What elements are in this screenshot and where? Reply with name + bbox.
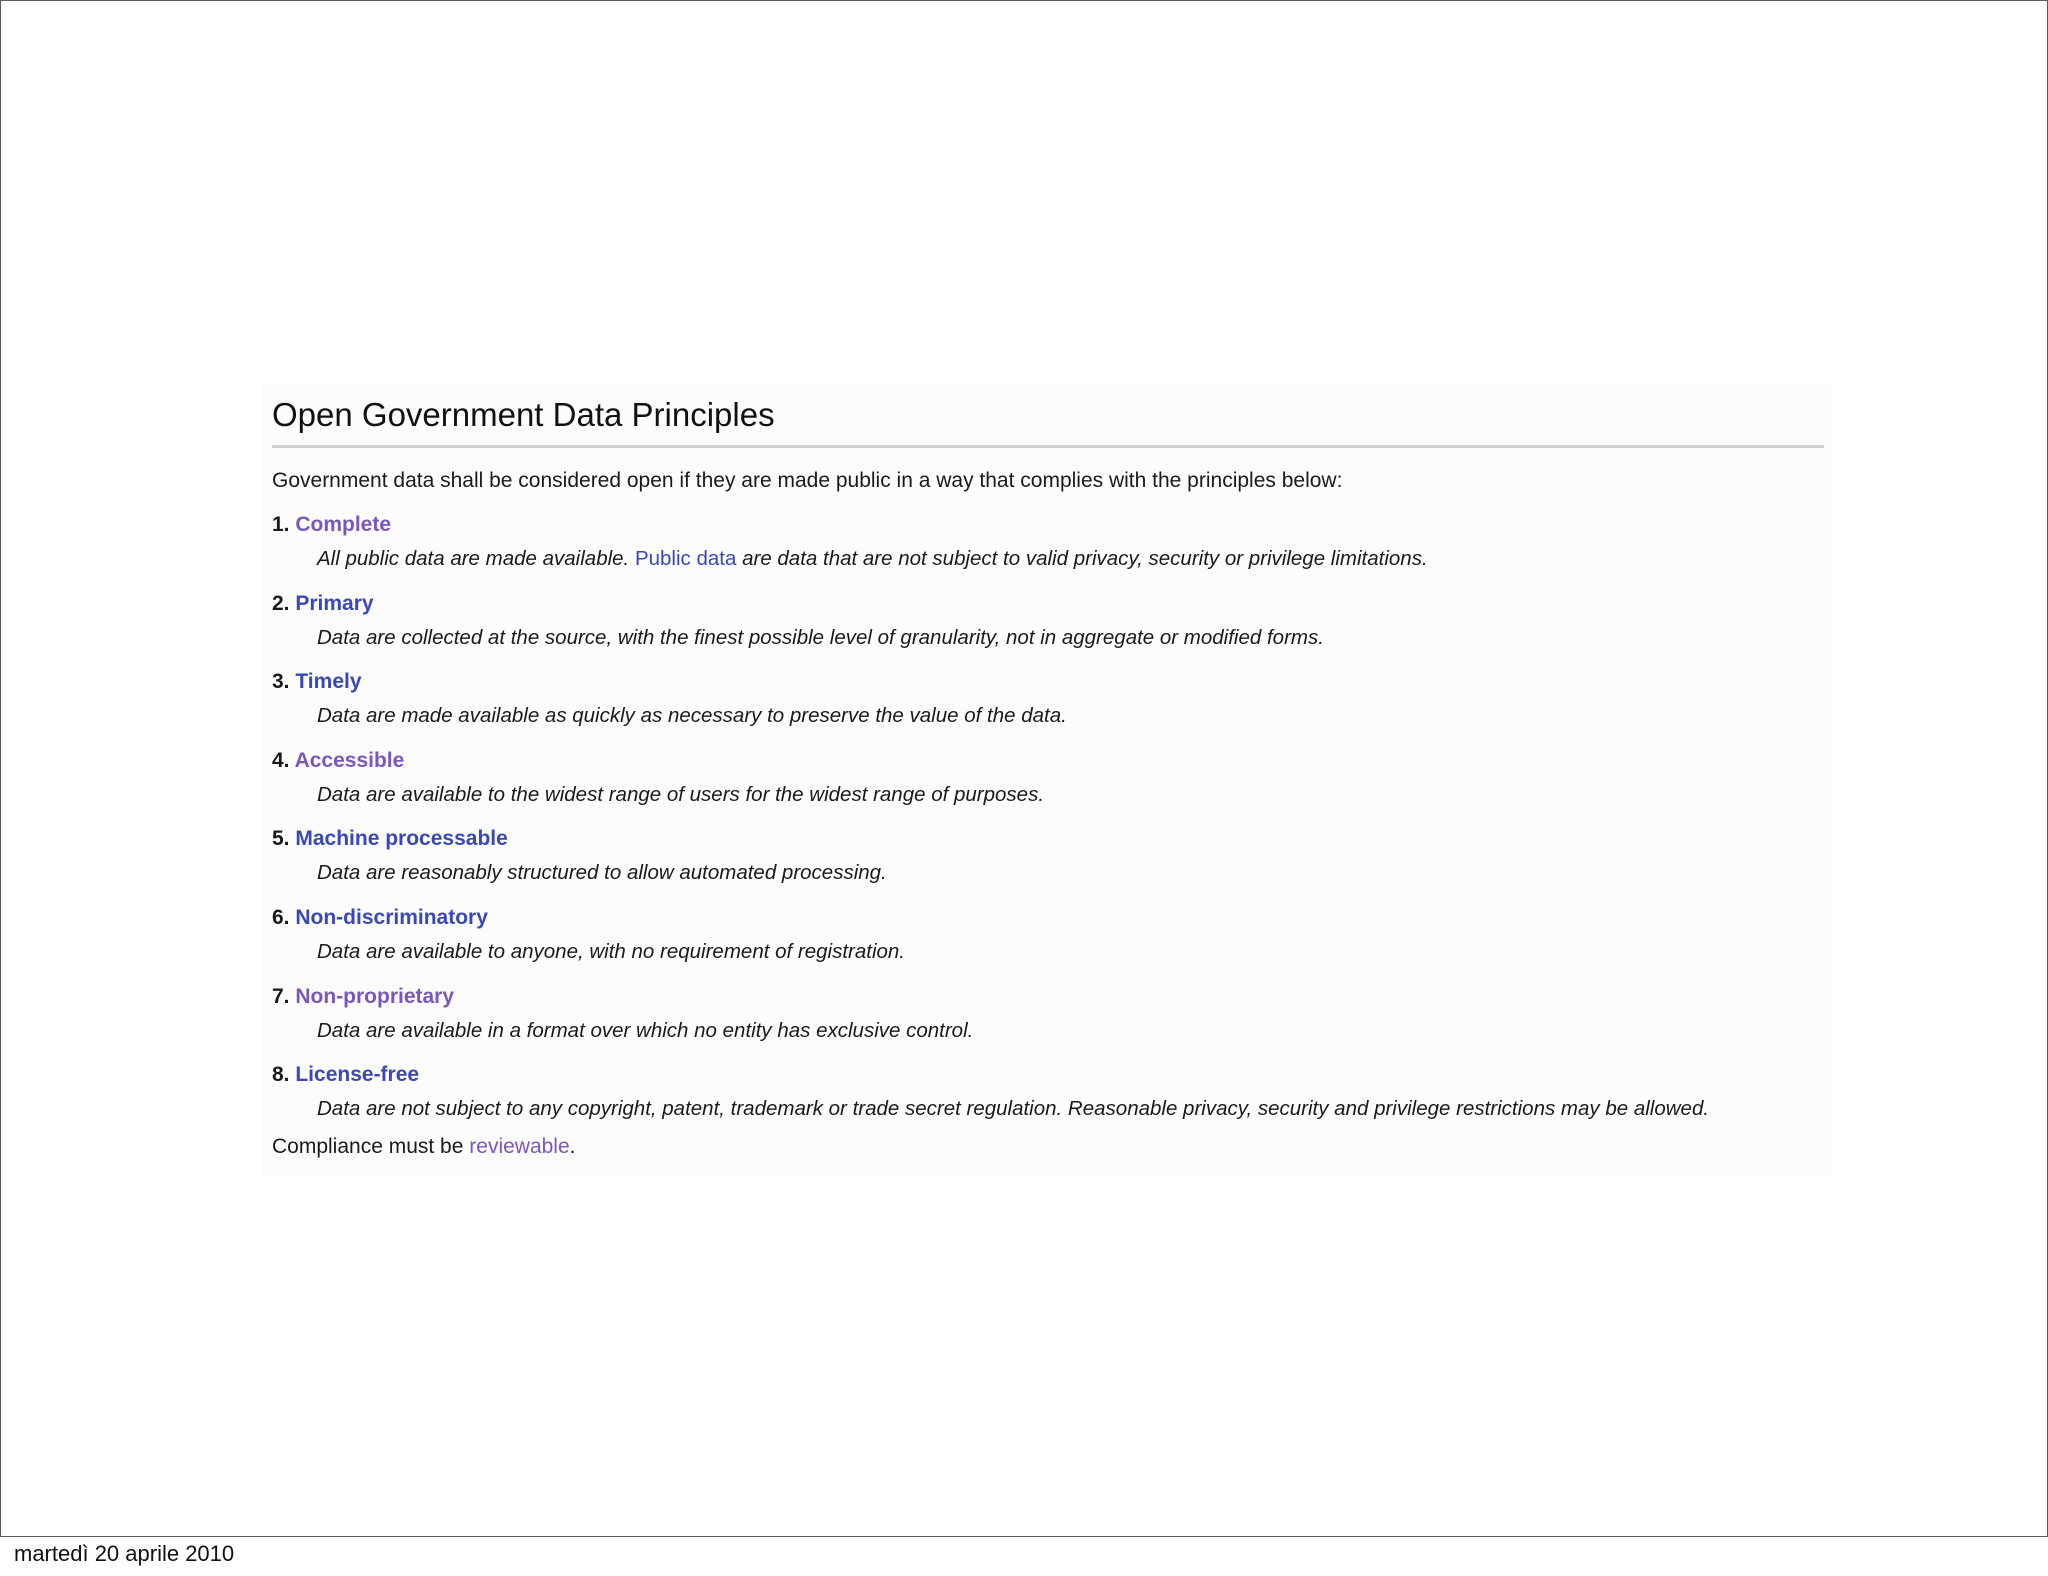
- principle-link-complete[interactable]: Complete: [295, 513, 392, 536]
- principle-number: 2.: [272, 591, 290, 615]
- title-divider: [272, 445, 1824, 448]
- principle-heading: [272, 826, 508, 852]
- list-item: [272, 748, 1824, 827]
- principle-description: Data are available to the widest range of users for the widest range of purposes.: [317, 782, 1045, 806]
- principle-heading: [272, 1062, 419, 1088]
- principle-heading: [272, 905, 488, 931]
- principle-heading: [272, 669, 362, 695]
- principle-link-accessible[interactable]: Accessible: [294, 748, 405, 772]
- compliance-period: .: [569, 1135, 576, 1158]
- principle-link-non-discriminatory[interactable]: Non-discriminatory: [295, 905, 488, 929]
- list-item: [272, 669, 1824, 748]
- principles-list: [272, 512, 1824, 1141]
- page-title: Open Government Data Principles: [272, 396, 775, 433]
- list-item: [272, 591, 1824, 670]
- compliance-note: [272, 1134, 576, 1160]
- principle-number: 5.: [272, 827, 290, 851]
- principle-description: Data are reasonably structured to allow automated processing.: [317, 861, 887, 885]
- footer-date: martedì 20 aprile 2010: [14, 1541, 235, 1566]
- principle-description-text: are data that are not subject to valid privacy, security or privilege limitations.: [736, 547, 1428, 570]
- principle-heading: [272, 984, 454, 1010]
- principle-number: 4.: [272, 748, 290, 772]
- principle-description: Data are available to anyone, with no requirement of registration.: [317, 939, 906, 963]
- principle-description: Data are collected at the source, with the finest possible level of granularity, not in aggregate or modified forms.: [317, 625, 1324, 649]
- principle-number: 6.: [272, 905, 290, 929]
- principle-description: Data are not subject to any copyright, patent, trademark or trade secret regulation. Reasonable privacy, security and privilege restrictions may be allowed.: [317, 1097, 1710, 1121]
- principle-heading: [272, 512, 391, 538]
- list-item: [272, 984, 1824, 1063]
- principle-number: 8.: [272, 1063, 290, 1087]
- compliance-text: Compliance must be: [272, 1135, 470, 1158]
- list-item: [272, 826, 1824, 905]
- principle-heading: [272, 591, 374, 617]
- principle-description: Data are made available as quickly as necessary to preserve the value of the data.: [317, 704, 1067, 728]
- document-content: [272, 395, 1824, 1141]
- principle-description: Data are available in a format over which no entity has exclusive control.: [317, 1018, 974, 1042]
- principle-number: 7.: [272, 984, 290, 1008]
- principle-number: 1.: [272, 513, 290, 536]
- principle-link-timely[interactable]: Timely: [295, 670, 362, 694]
- list-item: [272, 905, 1824, 984]
- intro-text: Government data shall be considered open if they are made public in a way that complies with the principles below:: [272, 469, 1343, 492]
- list-item: [272, 1062, 1824, 1141]
- reviewable-link[interactable]: reviewable: [469, 1135, 570, 1158]
- principle-link-primary[interactable]: Primary: [295, 591, 374, 615]
- principle-description: [317, 546, 1428, 572]
- public-data-link[interactable]: Public data: [634, 547, 737, 570]
- principle-description-text: All public data are made available.: [317, 547, 635, 570]
- principle-number: 3.: [272, 670, 290, 694]
- list-item: [272, 512, 1824, 591]
- principle-heading: [272, 748, 404, 774]
- principle-link-license-free[interactable]: License-free: [295, 1063, 420, 1087]
- principle-link-machine-processable[interactable]: Machine processable: [295, 827, 508, 851]
- principle-link-non-proprietary[interactable]: Non-proprietary: [295, 984, 455, 1008]
